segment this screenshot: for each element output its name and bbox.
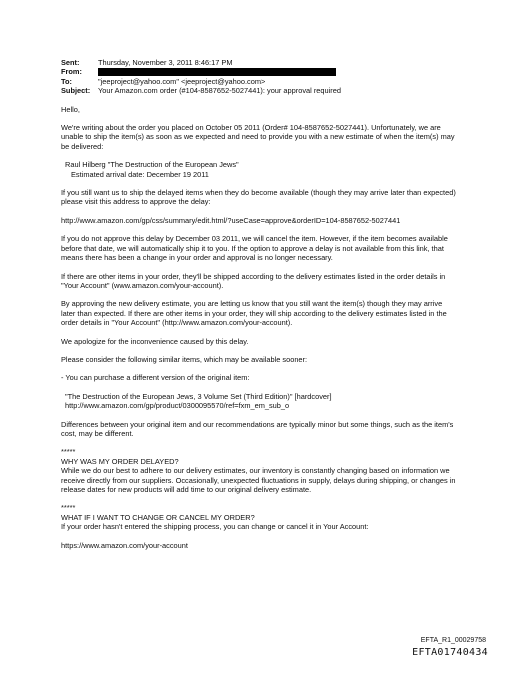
heading-why-delayed: WHY WAS MY ORDER DELAYED?: [61, 456, 179, 466]
from-label: From:: [61, 67, 82, 77]
paragraph-differences: Differences between your original item and our recommendations are typically minor but some things, such as the item's cost, may be different.: [61, 419, 454, 438]
email-document: [61, 58, 457, 550]
paragraph-similar-items: Please consider the following similar items, which may be available sooner:: [61, 354, 308, 364]
subject-row: [61, 86, 457, 95]
subject-label: Subject:: [61, 86, 91, 96]
arrival-line: Estimated arrival date: December 19 2011: [71, 169, 209, 179]
paragraph-order-notice: We're writing about the order you placed on October 05 2011 (Order# 104-8587652-5027441). Unfortunately, we are unable to ship the item(s) as soon as we expected and need to provide you with a new estimate of when the item(s) may be delivered:: [61, 123, 455, 151]
paragraph-different-version: - You can purchase a different version of the original item:: [61, 373, 250, 383]
sent-row: [61, 58, 457, 67]
alt-item-link[interactable]: http://www.amazon.com/gp/product/0300095570/ref=fxm_em_sub_o: [65, 401, 290, 411]
paragraph-change-cancel: If your order hasn't entered the shipping process, you can change or cancel it in Your Account:: [61, 522, 369, 532]
paragraph-approve-delay: If you still want us to ship the delayed items when they do become available (though they may arrive later than expected) please visit this address to approve the delay:: [61, 188, 456, 207]
paragraph-why-delayed: While we do our best to adhere to our delivery estimates, our inventory is constantly changing based on information we receive directly from our suppliers. Occasionally, unexpected fluctuations in supply, delays during shipping, or changes in release dates for new products will add time to our original delivery estimate.: [61, 466, 456, 494]
sent-label: Sent:: [61, 58, 80, 67]
paragraph-cancel-deadline: If you do not approve this delay by December 03 2011, we will cancel the item. However, if the item becomes available before that date, we will automatically ship it to you. If the option to approve a delay is not available from this link, that means there has been a change in your order and approval is no longer necessary.: [61, 234, 448, 263]
bates-id-secondary: EFTA01740434: [412, 647, 488, 658]
separator-stars: *****: [61, 447, 76, 457]
approve-link[interactable]: http://www.amazon.com/gp/css/summary/edit.html/?useCase=approve&orderID=104-8587652-5027441: [61, 215, 401, 225]
item-line: Raul Hilberg "The Destruction of the European Jews": [65, 160, 239, 170]
redaction-bar: [98, 68, 336, 76]
separator-stars: *****: [61, 503, 76, 513]
paragraph-approval-meaning: By approving the new delivery estimate, you are letting us know that you still want the item(s) though they may arrive later than expected. If there are other items in your order, they will ship according to the delivery estimates listed in the order details in "Your Account" (http://www.amazon.com/your-account).: [61, 299, 447, 328]
bates-id-primary: EFTA_R1_00029758: [420, 637, 486, 644]
greeting: Hello,: [61, 104, 80, 114]
alt-item-title: "The Destruction of the European Jews, 3 Volume Set (Third Edition)" [hardcover]: [65, 391, 332, 401]
sent-value: Thursday, November 3, 2011 8:46:17 PM: [98, 58, 233, 67]
subject-value: Your Amazon.com order (#104-8587652-5027441): your approval required: [98, 86, 341, 96]
heading-change-cancel: WHAT IF I WANT TO CHANGE OR CANCEL MY ORDER?: [61, 512, 255, 522]
account-link[interactable]: https://www.amazon.com/your-account: [61, 540, 188, 550]
to-label: To:: [61, 76, 72, 86]
from-row: [61, 67, 457, 76]
paragraph-other-items: If there are other items in your order, they'll be shipped according to the delivery estimates listed in the order details in "Your Account" (www.amazon.com/your-account).: [61, 271, 446, 290]
to-value: "jeeproject@yahoo.com" <jeeproject@yahoo.com>: [98, 76, 266, 86]
to-row: [61, 77, 457, 86]
paragraph-apology: We apologize for the inconvenience caused by this delay.: [61, 336, 249, 346]
